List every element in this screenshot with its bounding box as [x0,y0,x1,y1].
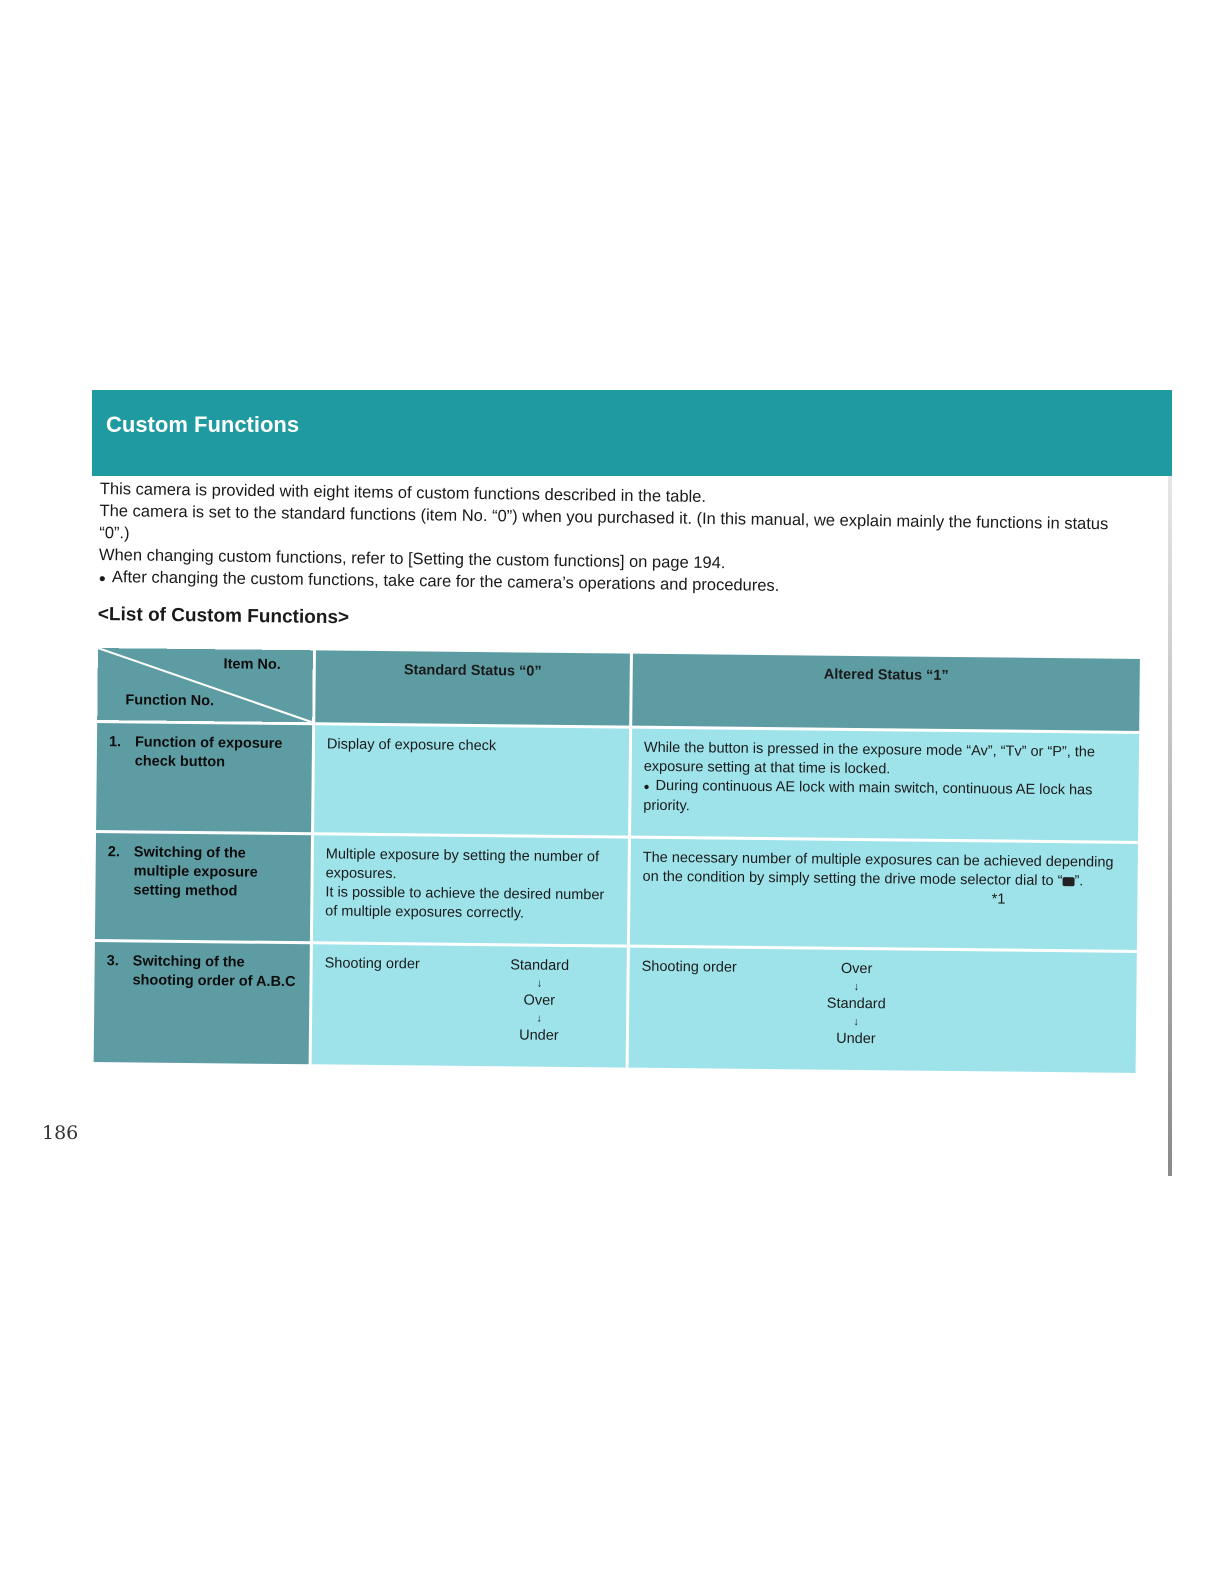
function-name-cell [93,831,312,942]
shooting-order-label: Shooting order [641,958,737,976]
sequence-item: Under [519,1027,559,1044]
standard-cell [311,834,629,946]
intro-line: When changing custom functions, refer to [Setting the custom functions] on page 194. [98,545,726,573]
sequence-item: Standard [826,995,886,1013]
down-arrow-icon: ↓ [853,980,860,993]
down-arrow-icon: ↓ [536,1012,542,1025]
altered-bullet: ● During continuous AE lock with main switch, continuous AE lock has priority. [643,777,1126,821]
shooting-order-standard [324,954,615,1046]
altered-text-part: ”. [1074,873,1084,890]
custom-functions-table [91,645,1143,1076]
intro-bullet: ● After changing the custom functions, take care for the camera’s operations and procedures. [99,566,1139,603]
shooting-order-sequence [811,959,902,1049]
sequence-item: Over [840,960,873,977]
altered-text: While the button is pressed in the exposure mode “Av”, “Tv” or “P”, the exposure setting at that time is locked. [643,739,1096,778]
standard-text: Multiple exposure by setting the number of exposures. [325,846,600,883]
altered-cell [630,727,1141,842]
function-name-cell [92,940,311,1065]
function-name: Switching of the multiple exposure setting method [133,844,258,900]
standard-cell [313,724,631,837]
section-title: <List of Custom Functions> [97,604,350,629]
standard-status-header: Standard Status “0” [314,649,632,727]
table-corner-header [96,647,315,724]
function-name: Switching of the shooting order of A.B.C [132,953,296,990]
table-row [93,831,1139,951]
page-edge-shadow [1168,476,1172,1176]
shooting-order-sequence [494,956,585,1046]
page-number: 186 [42,1122,79,1144]
standard-text: It is possible to achieve the desired number of multiple exposures correctly. [325,884,605,922]
table-row [92,940,1138,1074]
function-number: 3. [106,952,119,970]
function-number: 1. [108,734,122,751]
header-band [92,390,1172,476]
standard-cell [310,943,628,1070]
down-arrow-icon: ↓ [536,977,543,990]
footnote-mark: *1 [991,891,1006,908]
altered-cell [628,837,1139,951]
function-name-cell [95,722,314,834]
intro-line: The camera is set to the standard functions (item No. “0”) when you purchased it. (In this manual, we explain mainly the functions in status “0”.) [99,501,1109,543]
table-row [95,722,1141,843]
item-no-label: Item No. [223,656,281,673]
shooting-order-altered [641,958,1125,1052]
page-title: Custom Functions [106,412,300,437]
altered-text [642,849,1125,892]
altered-cell [627,946,1138,1075]
altered-text-part: The necessary number of multiple exposures can be achieved depending on the condition by simply setting the drive mode selector dial to “ [642,849,1114,890]
sequence-item: Over [523,992,556,1009]
sequence-item: Standard [510,957,570,974]
function-number: 2. [107,844,121,861]
function-name: Function of exposure check button [134,734,283,771]
intro-line: This camera is provided with eight items of custom functions described in the table. [99,479,707,506]
shooting-order-label: Shooting order [324,955,420,973]
function-no-label: Function No. [125,692,215,710]
sequence-item: Under [836,1030,876,1048]
intro-text [99,478,1140,603]
multiple-exposure-drive-icon [1062,877,1074,886]
altered-status-header: Altered Status “1” [631,652,1142,732]
down-arrow-icon: ↓ [853,1015,859,1028]
standard-text: Display of exposure check [326,736,497,755]
